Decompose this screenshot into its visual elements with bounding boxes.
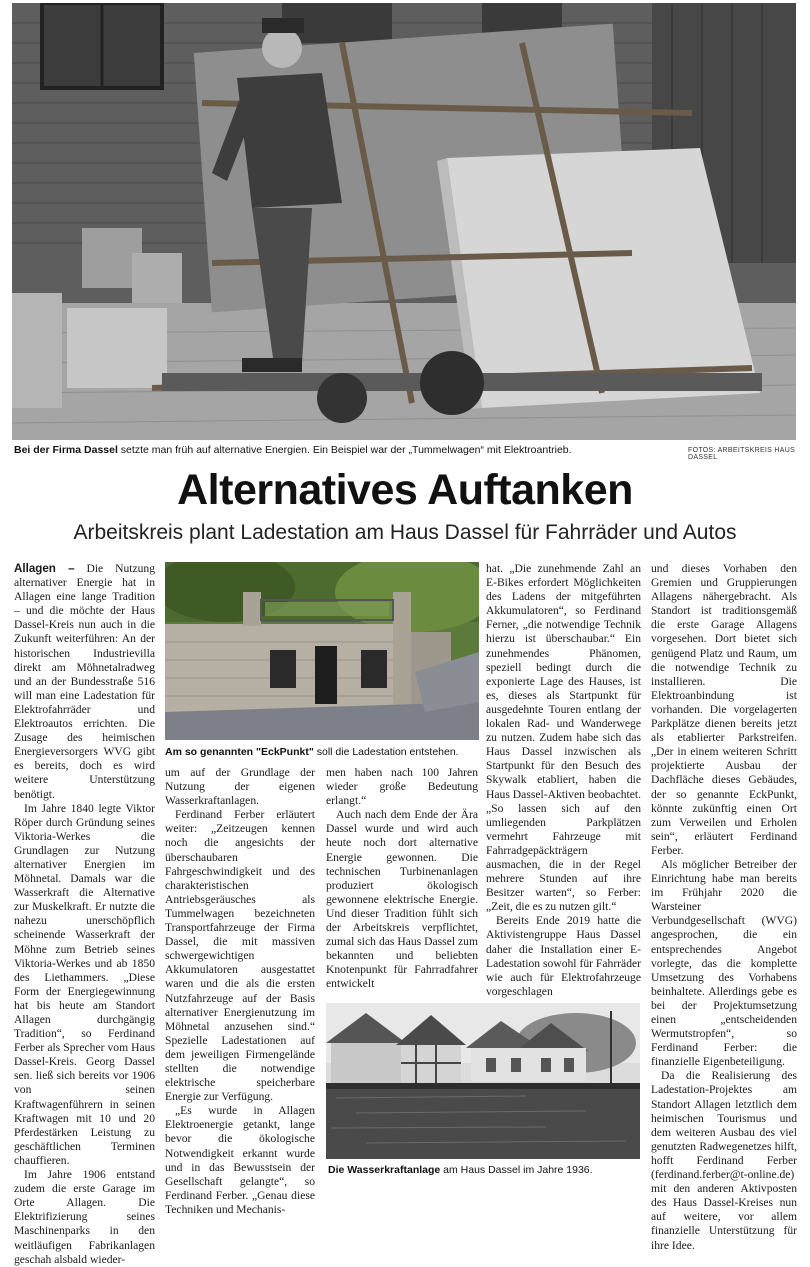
article-paragraph: Als möglicher Betreiber der Einrichtung habe man bereits im Frühjahr 2020 die Warsteiner Verbundgesellschaft (WVG) angesprochen, die ein entsprechendes Angebot vorlegte, das die komplette Umsetzung des Vorhabens beinhaltete. Allerdings gebe es bei der Projektumsetzung einen „entscheidenden Wermutstropfen“, so Ferdinand Ferber: die finanzielle Eigenbeteiligung. (651, 857, 797, 1069)
article-paragraph: Auch nach dem Ende der Ära Dassel wurde und wird auch heute noch dort alternative Energie gewonnen. Die technischen Turbinenanlagen produziert ökologisch gewonnene elektrische Energie. Und dieser Tradition fühlt sich der Arbeitskreis verpflichtet, zumal sich das Haus Dassel zum bekannten und beliebten Knotenpunkt für Fahrradfahrer entwickelt (326, 808, 478, 991)
article-paragraph: Da die Realisierung des Ladestation-Projektes am Standort Allagen letztlich dem heimischen Tourismus und dem weiteren Ausbau des viel genutzten Radwegenetzes hilft, hofft Ferdinand Ferber (ferdinand.ferber@t-online.de) mit den anderen Aktivposten des Haus Dassel-Kreises nun auf weitere, vor allem finanzielle Unterstützung für ihre Idee. (651, 1069, 797, 1252)
wasserkraftanlage-caption (328, 1164, 593, 1176)
article-paragraph: men haben nach 100 Jahren wieder große Bedeutung erlangt.“ (326, 766, 478, 808)
dateline: Allagen – (14, 562, 75, 575)
top-photo-caption (14, 444, 572, 456)
article-column-4 (486, 562, 641, 999)
wasserkraftanlage-photo (326, 1003, 640, 1159)
subheadline: Arbeitskreis plant Ladestation am Haus Dassel für Fahrräder und Autos (73, 521, 737, 544)
tummelwagen-photo (12, 3, 796, 440)
wasserkraftanlage-caption-lead: Die Wasserkraftanlage (328, 1164, 441, 1176)
article-column-2 (165, 766, 315, 1217)
article-paragraph: hat. „Die zunehmende Zahl an E-Bikes erfordert Möglichkeiten des Ladens der mitgeführten Akkumulatoren“, so Ferdinand Ferner, „die notwendige Technik hierzu ist überschaubar.“ Ein zunehmendes Phänomen, speziell bedingt durch die exponierte Lage des Hauses, ist es, dieses als Startpunkt für ausgedehnte Touren entlang der lokalen Rad- und Wanderwege zu nutzen. Zudem habe sich das Haus Dassel inzwischen als Startpunkt für den Besuch des Skywalk etabliert, haben die Haus Dassel-Aktiven beobachtet. „So lassen sich auf den umliegenden Parkplätzen vermehrt Fahrzeuge mit Fahrradgepäckträgern ausmachen, die in der Regel mehrere Stunden auf ihre Besitzer warten“, so Ferber: „Zeit, die es zu nutzen gilt.“ (486, 562, 641, 914)
article-paragraph: „Es wurde in Allagen Elektroenergie getankt, lange bevor die ökologische Notwendigkeit erkannt wurde und in das Bewusstsein der Gesellschaft gelangte“, so Ferdinand Ferber. „Genau diese Techniken und Mechanis- (165, 1104, 315, 1216)
article-column-3 (326, 766, 478, 992)
article-paragraph: um auf der Grundlage der Nutzung der eigenen Wasserkraftanlagen. (165, 766, 315, 808)
article-column-5 (651, 562, 797, 1253)
wasserkraftanlage-caption-text: am Haus Dassel im Jahre 1936. (440, 1164, 593, 1176)
eckpunkt-photo (165, 562, 479, 740)
article-paragraph: und dieses Vorhaben den Gremien und Gruppierungen Allagens nähergebracht. Als Standort ist traditionsgemäß die erste Garage Allagens vorgesehen. Dort bietet sich genügend Platz und Raum, um die notwendige Technik zu installieren. Die Elektroanbindung ist vorhanden. Die vorgelagerten Parkplätze dienen bereits jetzt als etablierter Parkstreifen. „Der in einem weiteren Schritt projektierte Ausbau der Dachfläche dieses Gebäudes, der so genannte EckPunkt, könnte zukünftig einen Ort zum Verweilen und Erholen sein“, erläutert Ferdinand Ferber. (651, 562, 797, 857)
eckpunkt-caption (165, 746, 459, 758)
article-column-1 (14, 562, 155, 1267)
article-paragraph: Im Jahre 1906 entstand zudem die erste Garage im Orte Allagen. Die Elektrifizierung seines Maschinenparks in den weitläufigen Fabrikanlagen geschah alsbald wieder- (14, 1168, 155, 1266)
article-paragraph: Im Jahre 1840 legte Viktor Röper durch Gründung seines Viktoria-Werkes die Grundlagen zur Nutzung alternativer Energien im Möhnetal. Damals war die Wasserkraft die Alternative zur Muskelkraft. Er nutzte die nahezu unerschöpflich scheinende Wasserkraft der Möhne zum Betrieb seines Viktoria-Werkes und ab 1850 des Liethammers. „Diese Form der Energiegewinnung hat bis heute am Standort Allagen durchgängig Tradition“, so Ferdinand Ferber als Sprecher vom Haus Dassel-Kreis. Georg Dassel sen. ließ sich bereits vor 1906 von seinen Kraftwagenführern in seinen Kraftwagen mit 10 und 20 Pferdestärken Leistung zu geschäftlichen Terminen chauffieren. (14, 801, 155, 1167)
top-caption-lead: Bei der Firma Dassel (14, 444, 118, 456)
top-caption-text: setzte man früh auf alternative Energien. Ein Beispiel war der „Tummelwagen“ mit Elektroantrieb. (117, 444, 572, 456)
eckpunkt-caption-text: soll die Ladestation entstehen. (313, 746, 459, 758)
article-paragraph: Bereits Ende 2019 hatte die Aktivistengruppe Haus Dassel daher die Installation einer E-Ladestation sowohl für Fahrräder wie auch für Elektrofahrzeuge vorgeschlagen (486, 914, 641, 998)
article-paragraph: Ferdinand Ferber erläutert weiter: „Zeitzeugen kennen noch die angesichts der überschaubaren Fahrgeschwindigkeit und des charakteristischen Antriebsgeräusches als Tummelwagen bezeichneten Transportfahrzeuge der Firma Dassel, die mit massiven schwergewichtigen Akkumulatoren ausgestattet waren und die als die ersten Nutzfahrzeuge auf der Basis alternativer Energienutzung im Möhnetal anzusehen sind.“ Spezielle Ladestationen auf dem jeweiligen Firmengelände stellten die notwendige elektrische speicherbare Energie zur Verfügung. (165, 808, 315, 1104)
article-paragraph: Allagen – Die Nutzung alternativer Energie hat in Allagen eine lange Tradition – und die möchte der Haus Dassel-Kreis nun auch in die Zukunft weiterführen: An der historischen Industrievilla direkt am Möhnetalradweg und an der Bundesstraße 516 will man eine Ladestation für Elektrofahrräder und Elektroautos errichten. Die Zusage des heimischen Energieversorgers WVG gibt es bereits, doch es wird weitere Unterstützung benötigt. (14, 562, 156, 801)
headline: Alternatives Auftanken (177, 466, 633, 514)
photo-credit: FOTOS: ARBEITSKREIS HAUS DASSEL (688, 447, 796, 461)
eckpunkt-caption-lead: Am so genannten "EckPunkt" (165, 746, 314, 758)
